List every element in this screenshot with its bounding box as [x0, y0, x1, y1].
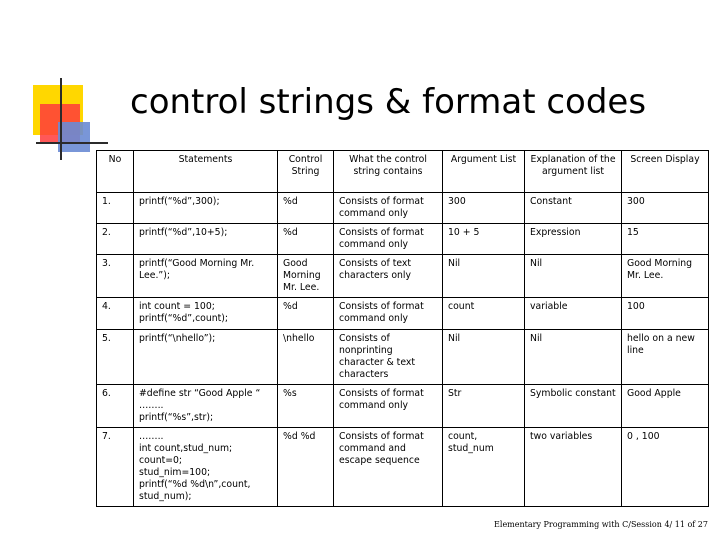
cell-explanation: variable [525, 298, 622, 330]
table-row [97, 255, 709, 298]
cell-statement: #define str “Good Apple “ …….. printf(“%s”,str); [134, 385, 278, 428]
cell-contains: Consists of text characters only [334, 255, 443, 298]
cell-statement: printf(“Good Morning Mr. Lee.”); [134, 255, 278, 298]
table-row [97, 224, 709, 255]
cell-statement: …….. int count,stud_num; count=0; stud_nim=100; printf(“%d %d\n”,count, stud_num); [134, 428, 278, 507]
cell-screen-display: Good Morning Mr. Lee. [622, 255, 709, 298]
table-header-row [97, 151, 709, 193]
cell-explanation: Nil [525, 330, 622, 385]
table-row [97, 428, 709, 507]
cell-control-string: Good Morning Mr. Lee. [278, 255, 334, 298]
cell-contains: Consists of format command only [334, 193, 443, 224]
cell-screen-display: Good Apple [622, 385, 709, 428]
slide-footer: Elementary Programming with C/Session 4/ 11 of 27 [494, 520, 708, 529]
logo-vertical-line [60, 78, 62, 160]
cell-contains: Consists of format command only [334, 224, 443, 255]
table-row [97, 385, 709, 428]
cell-screen-display: 100 [622, 298, 709, 330]
cell-explanation: Symbolic constant [525, 385, 622, 428]
logo-horizontal-line [36, 142, 108, 144]
cell-no: 3. [97, 255, 134, 298]
cell-control-string: \nhello [278, 330, 334, 385]
cell-control-string: %d [278, 298, 334, 330]
cell-control-string: %d %d [278, 428, 334, 507]
cell-control-string: %s [278, 385, 334, 428]
header-explanation: Explanation of the argument list [525, 151, 622, 193]
cell-no: 6. [97, 385, 134, 428]
header-contains: What the control string contains [334, 151, 443, 193]
cell-argument-list: Nil [443, 255, 525, 298]
cell-statement: int count = 100; printf(“%d”,count); [134, 298, 278, 330]
table-row [97, 193, 709, 224]
cell-argument-list: count [443, 298, 525, 330]
header-statements: Statements [134, 151, 278, 193]
slide-title: control strings & format codes [130, 82, 647, 122]
cell-statement: printf(“%d”,300); [134, 193, 278, 224]
cell-argument-list: Str [443, 385, 525, 428]
header-screen-display: Screen Display [622, 151, 709, 193]
cell-explanation: Nil [525, 255, 622, 298]
cell-contains: Consists of format command only [334, 385, 443, 428]
cell-argument-list: 10 + 5 [443, 224, 525, 255]
cell-explanation: Expression [525, 224, 622, 255]
header-no: No [97, 151, 134, 193]
cell-contains: Consists of format command and escape sequence [334, 428, 443, 507]
cell-no: 5. [97, 330, 134, 385]
cell-argument-list: count, stud_num [443, 428, 525, 507]
header-argument-list: Argument List [443, 151, 525, 193]
cell-argument-list: 300 [443, 193, 525, 224]
cell-explanation: Constant [525, 193, 622, 224]
cell-screen-display: hello on a new line [622, 330, 709, 385]
cell-no: 1. [97, 193, 134, 224]
cell-no: 4. [97, 298, 134, 330]
cell-argument-list: Nil [443, 330, 525, 385]
cell-screen-display: 0 , 100 [622, 428, 709, 507]
table-row [97, 330, 709, 385]
cell-screen-display: 300 [622, 193, 709, 224]
cell-control-string: %d [278, 193, 334, 224]
format-codes-table [96, 150, 709, 507]
cell-control-string: %d [278, 224, 334, 255]
cell-statement: printf(“%d”,10+5); [134, 224, 278, 255]
cell-contains: Consists of nonprinting character & text characters [334, 330, 443, 385]
cell-screen-display: 15 [622, 224, 709, 255]
cell-no: 2. [97, 224, 134, 255]
table-row [97, 298, 709, 330]
cell-no: 7. [97, 428, 134, 507]
cell-explanation: two variables [525, 428, 622, 507]
cell-contains: Consists of format command only [334, 298, 443, 330]
logo-square-blue [58, 122, 90, 152]
cell-statement: printf(“\nhello”); [134, 330, 278, 385]
header-control-string: Control String [278, 151, 334, 193]
